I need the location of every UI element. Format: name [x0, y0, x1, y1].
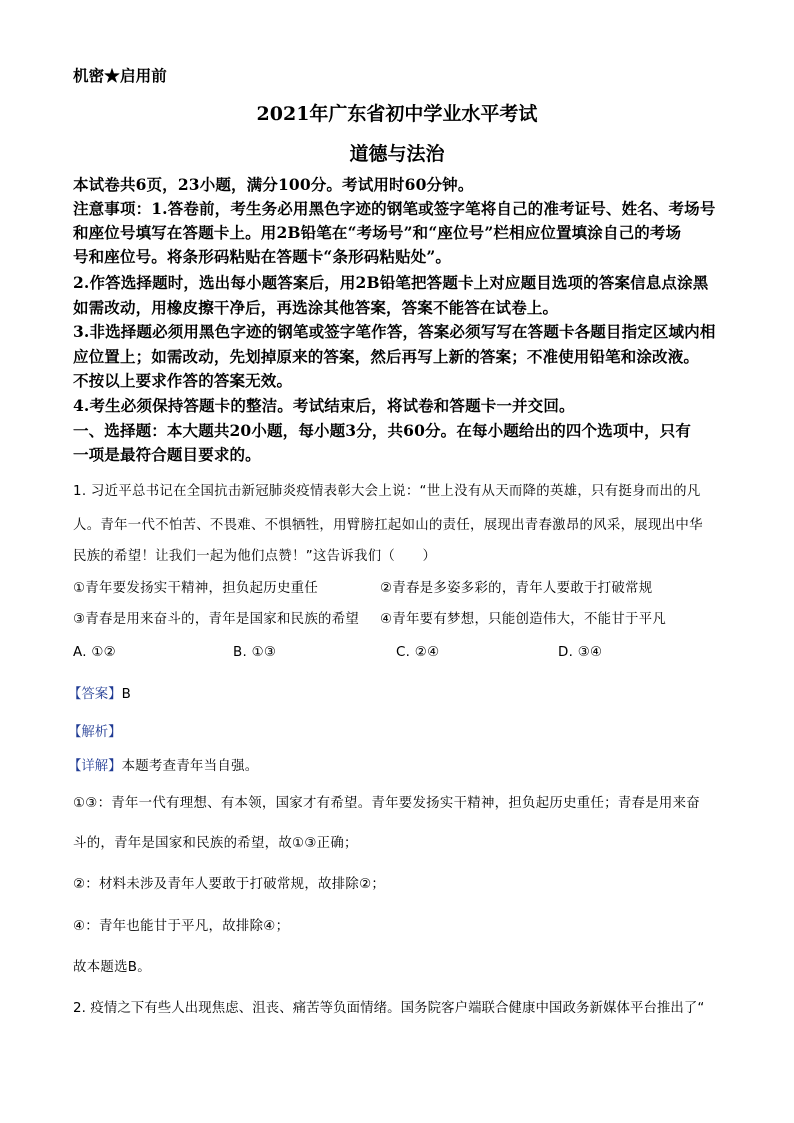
q1-stem-line-3: 民族的希望！让我们一起为他们点赞！”这告诉我们（ ）	[73, 549, 437, 564]
q1-detail-row	[68, 755, 258, 774]
q1-statement-2: ②青春是多姿多彩的，青年人要敢于打破常规	[380, 581, 653, 596]
note-4: 4.考生必须保持答题卡的整洁。考试结束后，将试卷和答题卡一并交回。	[73, 396, 575, 415]
note-3-line-2: 应位置上；如需改动，先划掉原来的答案，然后再写上新的答案；不准使用铅笔和涂改液。	[73, 347, 700, 366]
q1-statement-3: ③青春是用来奋斗的，青年是国家和民族的希望	[73, 612, 360, 627]
note-1-line-3: 号和座位号。将条形码粘贴在答题卡“条形码粘贴处”。	[73, 247, 452, 266]
detail-tag: 【详解】	[68, 759, 122, 774]
section-heading-line-1: 一、选择题：本大题共20小题，每小题3分，共60分。在每小题给出的四个选项中，只有	[73, 421, 692, 440]
q1-conclusion: 故本题选B。	[73, 960, 151, 975]
detail-text: 本题考查青年当自强。	[121, 759, 259, 774]
q1-explanation-line-1: ①③：青年一代有理想、有本领，国家才有希望。青年要发扬实干精神，担负起历史重任；青春是用来奋	[73, 796, 700, 811]
note-1-line-2: 和座位号填写在答题卡上。用2B铅笔在“考场号”和“座位号”栏相应位置填涂自己的考场	[73, 223, 682, 242]
q1-statement-4: ④青年要有梦想，只能创造伟大，不能甘于平凡	[380, 612, 667, 627]
note-1-line-1: 注意事项：1.答卷前，考生务必用黑色字迹的钢笔或签字笔将自己的准考证号、姓名、考场号	[73, 199, 716, 218]
secret-mark: 机密★启用前	[73, 66, 167, 85]
note-3-line-1: 3.非选择题必须用黑色字迹的钢笔或签字笔作答，答案必须写写在答题卡各题目指定区域内相	[73, 322, 716, 341]
q1-explanation-line-2: 斗的，青年是国家和民族的希望，故①③正确；	[73, 836, 358, 851]
analysis-tag: 【解析】	[68, 725, 122, 740]
q1-stem-line-1: 1. 习近平总书记在全国抗击新冠肺炎疫情表彰大会上说：“世上没有从天而降的英雄，只有挺身而出的凡	[73, 484, 701, 499]
q1-explanation-line-3: ②：材料未涉及青年人要敢于打破常规，故排除②；	[73, 877, 386, 892]
exam-subject: 道德与法治	[349, 143, 445, 165]
exam-title: 2021年广东省初中学业水平考试	[256, 103, 538, 125]
q2-stem-line-1: 2. 疫情之下有些人出现焦虑、沮丧、痛苦等负面情绪。国务院客户端联合健康中国政务新媒体平台推出了“	[73, 1001, 705, 1016]
q1-explanation-line-4: ④：青年也能甘于平凡，故排除④；	[73, 919, 290, 934]
section-heading-line-2: 一项是最符合题目要求的。	[73, 445, 261, 464]
q1-stem-line-2: 人。青年一代不怕苦、不畏难、不惧牺牲，用臂膀扛起如山的责任，展现出青春激昂的风采，展现出中华	[73, 518, 703, 533]
exam-intro: 本试卷共6页，23小题，满分100分。考试用时60分钟。	[73, 175, 474, 194]
note-3-line-3: 不按以上要求作答的答案无效。	[73, 371, 293, 390]
q1-option-c: C. ②④	[396, 645, 440, 660]
q1-option-b: B. ①③	[233, 645, 277, 660]
note-2-line-1: 2.作答选择题时，选出每小题答案后，用2B铅笔把答题卡上对应题目选项的答案信息点涂黑	[73, 273, 709, 292]
answer-tag: 【答案】	[68, 687, 122, 702]
q1-statement-1: ①青年要发扬实干精神，担负起历史重任	[73, 581, 319, 596]
answer-value: B	[121, 687, 132, 702]
q1-answer-row	[68, 683, 131, 702]
q1-option-a: A. ①②	[73, 645, 116, 660]
q1-option-d: D. ③④	[558, 645, 603, 660]
note-2-line-2: 如需改动，用橡皮擦干净后，再选涂其他答案，答案不能答在试卷上。	[73, 298, 559, 317]
